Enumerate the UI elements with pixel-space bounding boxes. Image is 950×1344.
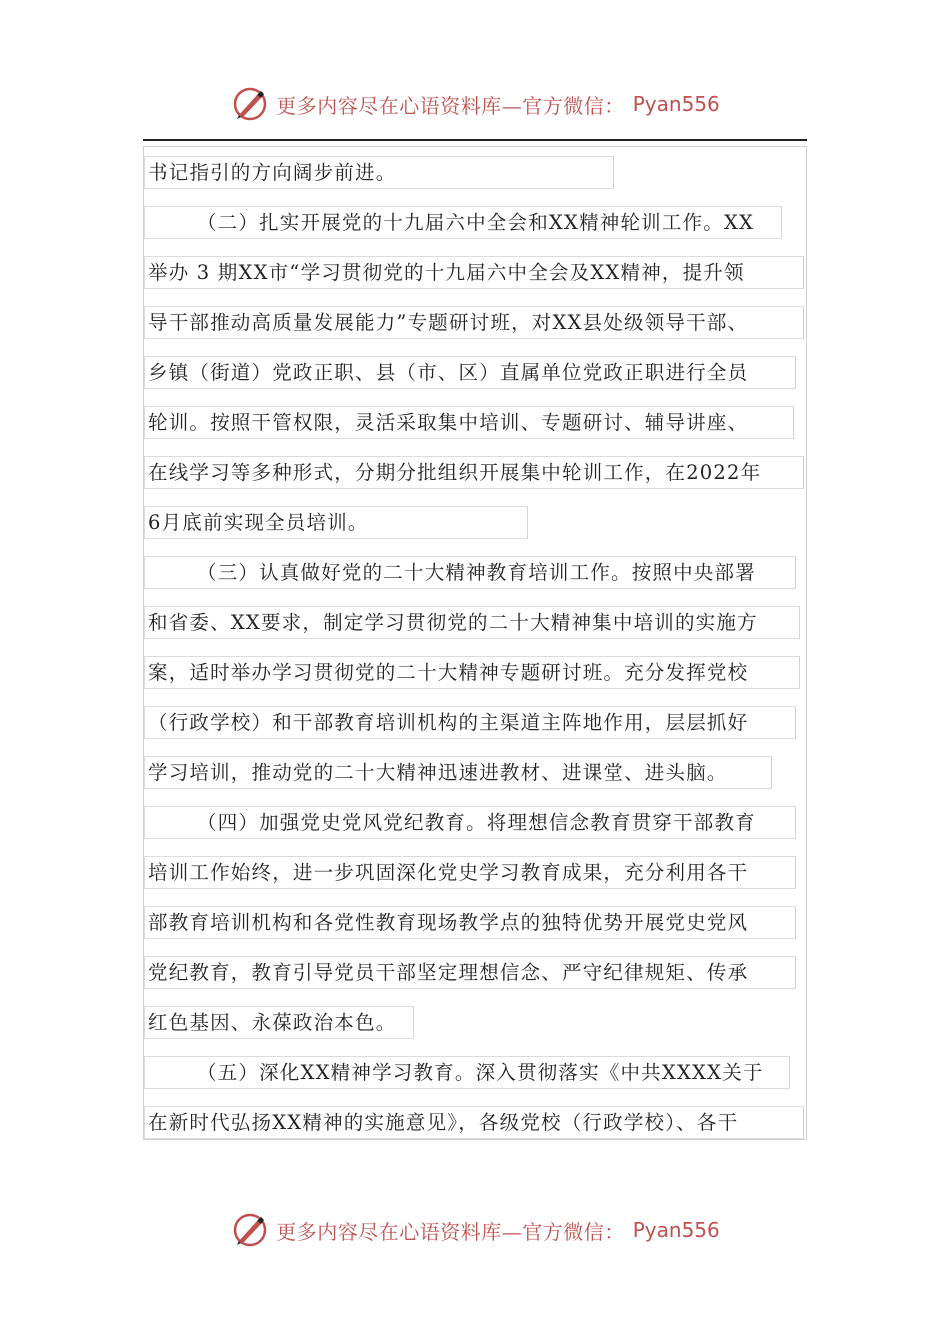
text-line: （四）加强党史党风党纪教育。将理想信念教育贯穿干部教育 [144, 806, 796, 839]
text-line: 乡镇（街道）党政正职、县（市、区）直属单位党政正职进行全员 [144, 356, 796, 389]
text-line: 轮训。按照干管权限，灵活采取集中培训、专题研讨、辅导讲座、 [144, 406, 794, 439]
text-line: 在线学习等多种形式，分期分批组织开展集中轮训工作，在2022年 [144, 456, 804, 489]
wechat-id: Pyan556 [632, 1218, 720, 1242]
text-line: 学习培训，推动党的二十大精神迅速进教材、进课堂、进头脑。 [144, 756, 772, 789]
text-line: （三）认真做好党的二十大精神教育培训工作。按照中央部署 [144, 556, 796, 589]
text-line: （二）扎实开展党的十九届六中全会和XX精神轮训工作。XX [144, 206, 782, 239]
text-line: 书记指引的方向阔步前进。 [144, 156, 614, 189]
wechat-id: Pyan556 [632, 92, 720, 116]
text-line: （行政学校）和干部教育培训机构的主渠道主阵地作用，层层抓好 [144, 706, 796, 739]
footer-banner [0, 1208, 950, 1252]
header-rule [143, 139, 807, 141]
text-line: 培训工作始终，进一步巩固深化党史学习教育成果，充分利用各干 [144, 856, 796, 889]
text-line: 6月底前实现全员培训。 [144, 506, 528, 539]
header-banner [0, 82, 950, 126]
text-line: 案，适时举办学习贯彻党的二十大精神专题研讨班。充分发挥党校 [144, 656, 800, 689]
text-line: 导干部推动高质量发展能力”专题研讨班，对XX县处级领导干部、 [144, 306, 804, 339]
banner-text: 更多内容尽在心语资料库—官方微信： [276, 1219, 625, 1244]
text-line: 在新时代弘扬XX精神的实施意见》，各级党校（行政学校）、各干 [144, 1106, 804, 1139]
pen-logo-icon [230, 84, 270, 124]
banner-text: 更多内容尽在心语资料库—官方微信： [276, 93, 625, 118]
text-line: （五）深化XX精神学习教育。深入贯彻落实《中共XXXX关于 [144, 1056, 790, 1089]
text-line: 举办 3 期XX市“学习贯彻党的十九届六中全会及XX精神，提升领 [144, 256, 804, 289]
text-line: 部教育培训机构和各党性教育现场教学点的独特优势开展党史党风 [144, 906, 796, 939]
pen-logo-icon [230, 1210, 270, 1250]
content-frame [143, 146, 807, 1140]
text-line: 红色基因、永葆政治本色。 [144, 1006, 414, 1039]
text-line: 和省委、XX要求，制定学习贯彻党的二十大精神集中培训的实施方 [144, 606, 800, 639]
text-line: 党纪教育，教育引导党员干部坚定理想信念、严守纪律规矩、传承 [144, 956, 796, 989]
